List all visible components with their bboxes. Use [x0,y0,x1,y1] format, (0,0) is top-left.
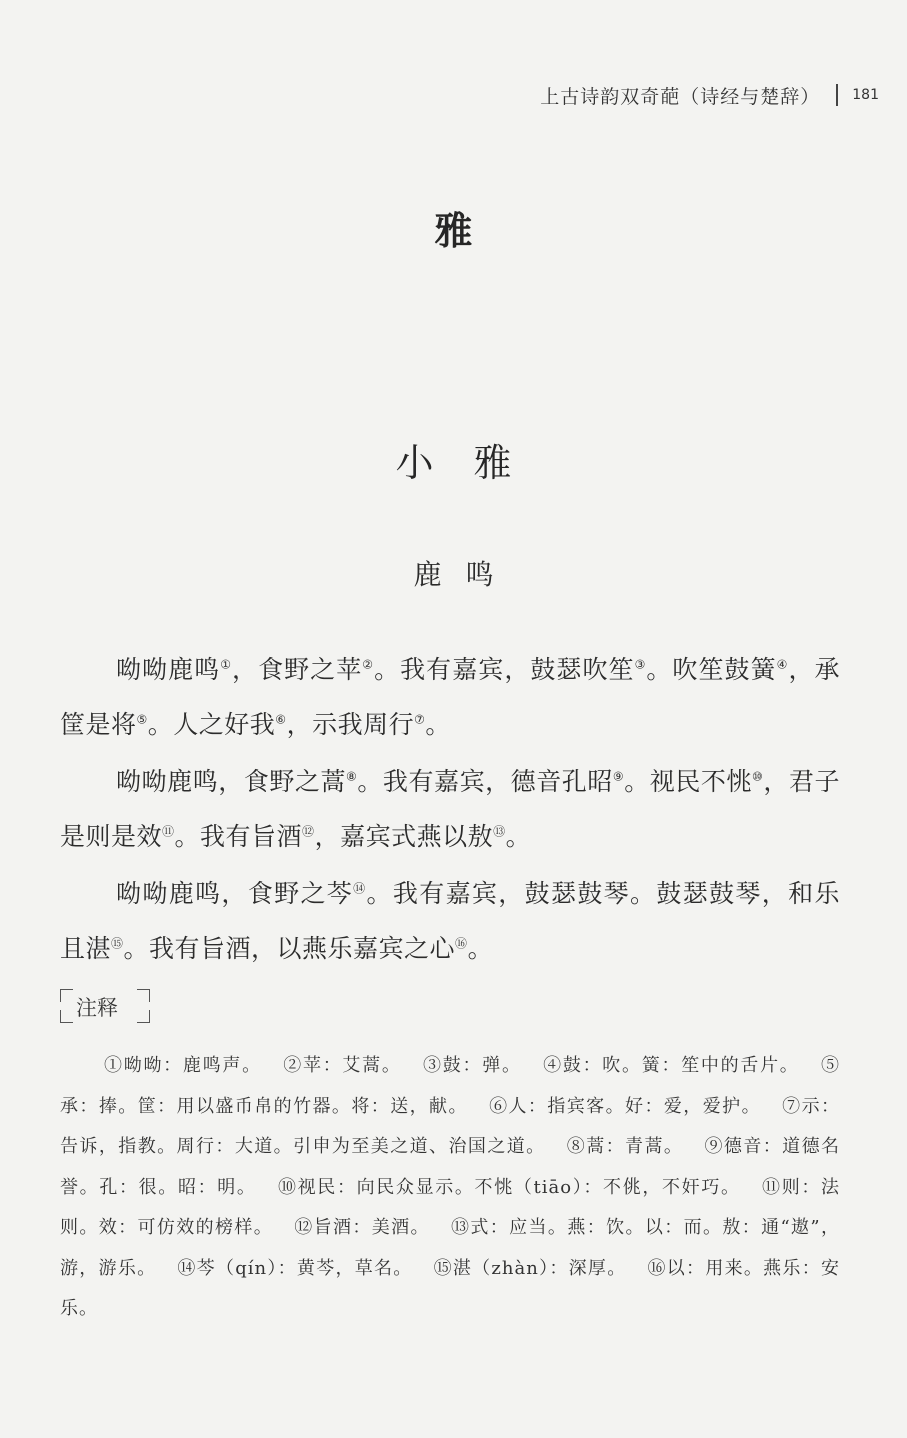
frame-corner [137,1010,150,1023]
footnote-marker: ⑭ [353,881,367,896]
notes-label: 注释 [76,996,118,1020]
footnote-marker: ⑪ [162,824,175,839]
poem-text: ，食野之苹 [232,655,363,684]
header-divider [836,84,838,106]
page-number: 181 [852,87,879,103]
poem-body [60,642,840,978]
frame-corner [60,989,73,1002]
note-item: ⑥人：指宾客。好：爱，爱护。 [489,1095,761,1117]
note-item: ⑩视民：向民众显示。不恌（tiāo）：不佻，不奸巧。 [277,1176,741,1198]
frame-corner [137,989,150,1002]
poem-text: 。人之好我 [147,710,276,739]
note-item: ⑮湛（zhàn）：深厚。 [433,1257,627,1279]
footnote-marker: ⑯ [455,936,468,951]
poem-stanza [60,754,840,864]
poem-text: 呦呦鹿鸣，食野之芩 [116,879,354,908]
poem-text: ，承筐是将 [60,655,840,739]
poem-stanza [60,642,840,752]
footnote-marker: ⑩ [752,769,764,784]
footnote-marker: ④ [776,657,789,672]
poem-text: 。我有嘉宾，鼓瑟鼓琴。鼓瑟鼓琴，和乐且湛 [60,879,840,963]
subsection-heading: 小雅 [395,441,552,485]
footnote-marker: ① [220,657,233,672]
notes-paragraph [60,1046,840,1330]
poem-text: 。我有旨酒，以燕乐嘉宾之心 [123,934,456,963]
note-item: ⑤承：捧。筐：用以盛币帛的竹器。将：送，献。 [60,1055,840,1117]
footnote-marker: ⑮ [111,936,124,951]
section-heading: 雅 [434,208,473,253]
note-item: ②苹：艾蒿。 [283,1055,402,1076]
note-item: ③鼓：弹。 [423,1055,522,1076]
note-item: ⑬式：应当。燕：饮。以：而。敖：通“遨”，游，游乐。 [60,1217,841,1279]
note-item: ⑪则：法则。效：可仿效的榜样。 [60,1176,841,1238]
poem-stanza [60,866,840,976]
poem-text: 。 [505,822,532,851]
note-item: ⑦示：告诉，指教。周行：大道。引申为至美之道、治国之道。 [60,1095,841,1157]
poem-text: 。视民不恌 [624,767,753,796]
frame-corner [60,1010,73,1023]
note-item: ⑫旨酒：美酒。 [294,1217,430,1238]
note-item: ⑭芩（qín）：黄芩，草名。 [177,1257,413,1279]
poem-text: 。我有嘉宾，德音孔昭 [357,767,613,796]
poem-title: 鹿鸣 [413,558,518,591]
footnote-marker: ⑨ [612,769,625,784]
notes-body [60,1046,840,1330]
poem-text: 。我有嘉宾，鼓瑟吹笙 [374,655,635,684]
poem-text: 。我有旨酒 [174,822,303,851]
footnote-marker: ⑤ [136,712,148,727]
footnote-marker: ⑫ [302,824,315,839]
poem-text: ，嘉宾式燕以敖 [314,822,494,851]
footnote-marker: ⑥ [275,712,287,727]
running-header-title: 上古诗韵双奇葩（诗经与楚辞） [540,85,821,108]
note-item: ⑧蒿：青蒿。 [566,1136,684,1157]
notes-label-box [60,985,150,1027]
poem-text: 呦呦鹿鸣，食野之蒿 [116,767,347,796]
footnote-marker: ② [362,657,375,672]
note-item: ⑯以：用来。燕乐：安乐。 [60,1257,840,1319]
footnote-marker: ③ [634,657,647,672]
footnote-marker: ⑬ [493,824,506,839]
poem-text: 。吹笙鼓簧 [646,655,777,684]
running-header [540,80,879,110]
note-item: ④鼓：吹。簧：笙中的舌片。 [543,1055,800,1076]
poem-text: ，示我周行 [286,710,415,739]
note-item: ①呦呦：鹿鸣声。 [104,1055,262,1076]
poem-text: 。 [467,934,494,963]
footnote-marker: ⑦ [414,712,426,727]
footnote-marker: ⑧ [346,769,358,784]
poem-text: ，君子是则是效 [60,767,840,851]
poem-text: 。 [425,710,451,739]
note-item: ⑨德音：道德名誉。孔：很。昭：明。 [60,1136,841,1198]
poem-text: 呦呦鹿鸣 [116,655,221,684]
